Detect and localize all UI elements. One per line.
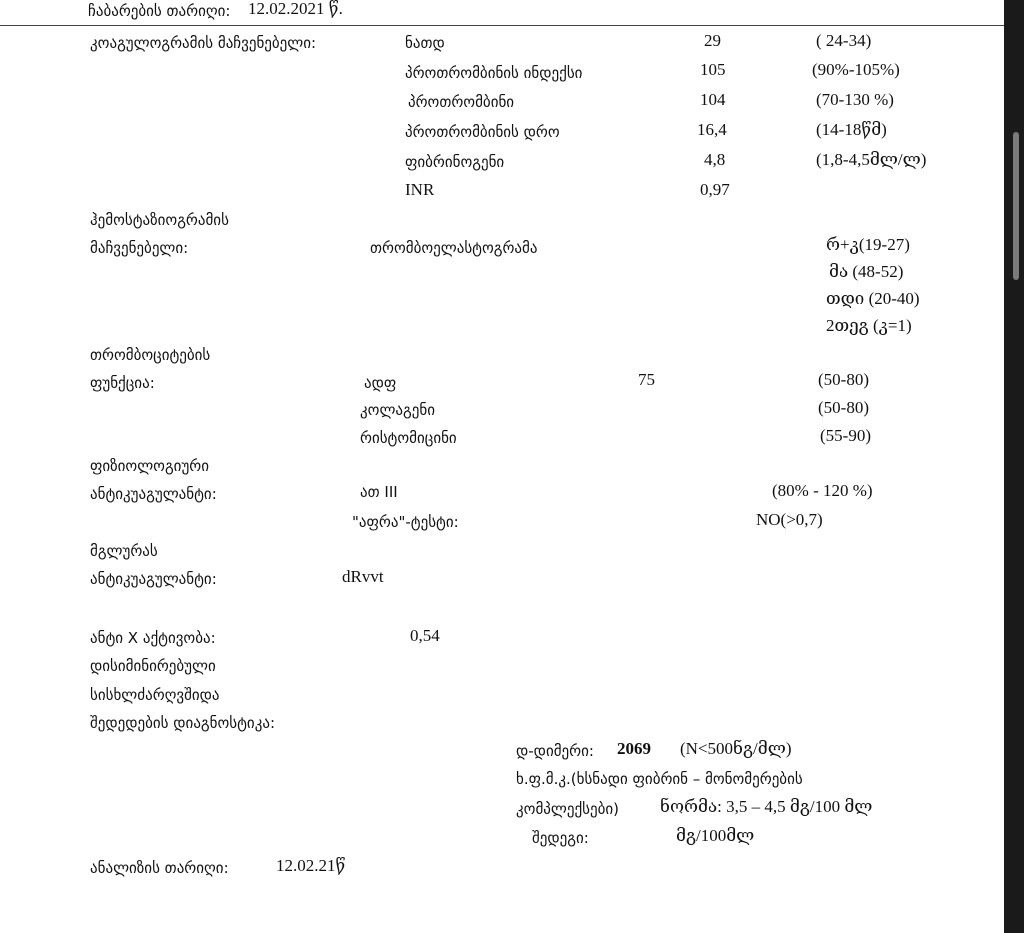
lupus-value: dRvvt [342,567,384,586]
platelet-row-name: რისტომიცინი [360,429,457,447]
physio-label-line2: ანტიკუაგულანტი: [90,485,217,503]
lupus-label-line1: მგლურას [90,542,158,560]
coag-row-norm: (70-130 %) [816,90,894,109]
physio-label-line1: ფიზიოლოგიური [90,457,209,475]
header-date-label: ჩაბარების თარიღი: [88,2,231,20]
teg-norm: რ+კ(19-27) [826,235,910,254]
coag-row-value: 16,4 [697,120,727,139]
coag-row-norm: (1,8-4,5მლ/ლ) [816,150,927,169]
teg-norm: მა (48-52) [829,262,904,281]
sfmc-label-line1: ხ.ფ.მ.კ.(ხსნადი ფიბრინ – მონომერების [516,770,803,788]
coag-row-name: პროთრომბინის ინდექსი [405,64,583,82]
hemostasis-label-line2: მაჩვენებელი: [90,239,189,257]
dic-label-line1: დისიმინირებული [90,657,216,675]
platelet-row-norm: (50-80) [818,370,869,389]
sfmc-norm: ნორმა: 3,5 – 4,5 მგ/100 მლ [660,797,873,816]
thromboelastogram-test: თრომბოელასტოგრამა [370,239,538,257]
result-unit: მგ/100მლ [676,826,755,845]
coag-row-value: 104 [700,90,726,109]
coag-row-value: 4,8 [704,150,726,169]
physio-row-norm: (80% - 120 %) [772,481,873,500]
platelet-label-line1: თრომბოციტების [90,346,211,364]
analysis-date-value: 12.02.21წ [276,856,346,875]
header-divider [0,25,1004,26]
physio-row-name: ათ III [360,483,398,501]
platelet-row-norm: (55-90) [820,426,871,445]
lupus-label-line2: ანტიკუაგულანტი: [90,570,217,588]
coag-row-name: ფიბრინოგენი [405,153,505,171]
platelet-row-name: ადფ [364,374,397,392]
teg-norm: თდი (20-40) [826,289,920,308]
coag-row-norm: (14-18წმ) [816,120,887,139]
header-date-value: 12.02.2021 წ. [248,0,343,18]
dic-label-line3: შედედების დიაგნოსტიკა: [90,714,276,732]
physio-row-norm: NO(>0,7) [756,510,823,529]
coag-row-value: 105 [700,60,726,79]
coag-row-value: 0,97 [700,180,730,199]
physio-row-name: "აფრა"-ტესტი: [352,513,459,531]
platelet-row-name: კოლაგენი [360,401,435,419]
analysis-date-label: ანალიზის თარიღი: [90,859,229,877]
coag-row-value: 29 [704,31,721,50]
dic-label-line2: სისხლძარღვშიდა [90,686,220,704]
coag-row-norm: ( 24-34) [816,31,872,50]
result-label: შედეგი: [532,829,589,847]
anti-x-value: 0,54 [410,626,440,645]
ddimer-norm: (N<500ნგ/მლ) [680,739,792,758]
sfmc-label-line2: კომპლექსები) [516,800,620,818]
anti-x-label: ანტი X აქტივობა: [90,629,216,647]
platelet-label-line2: ფუნქცია: [90,374,155,392]
coag-row-name: ნათდ [405,34,445,52]
platelet-row-norm: (50-80) [818,398,869,417]
ddimer-label: დ-დიმერი: [516,742,594,760]
teg-norm: 2თეგ (კ=1) [826,316,912,335]
scrollbar-thumb[interactable] [1013,132,1019,280]
coag-row-norm: (90%-105%) [812,60,900,79]
coagulogram-label: კოაგულოგრამის მაჩვენებელი: [90,34,317,52]
coag-row-name: პროთრომბინი [408,93,515,111]
platelet-row-value: 75 [638,370,655,389]
coag-row-name: INR [405,180,435,199]
hemostasis-label-line1: ჰემოსტაზიოგრამის [90,211,229,229]
ddimer-value: 2069 [617,739,651,758]
coag-row-name: პროთრომბინის დრო [405,123,560,141]
